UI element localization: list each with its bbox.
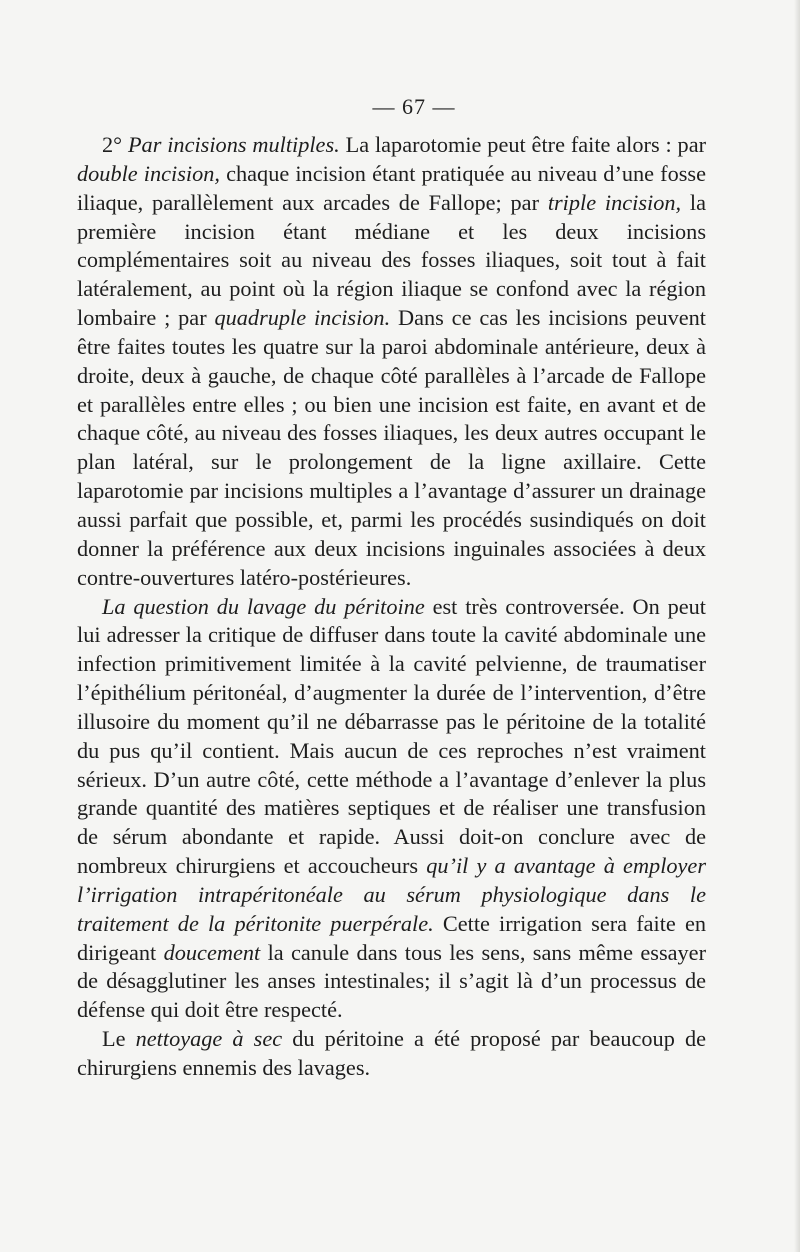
italic-text: quadruple incision. xyxy=(214,305,391,331)
text-run: la première incision étant médiane et les deux incisions complémentaires soit au niveau des fosses iliaques, soit tout à fait latéralement, au point où la région iliaque se confond avec la région lombaire ; par xyxy=(77,189,707,331)
italic-text: triple incision, xyxy=(547,189,682,215)
text-run: Dans ce cas les incisions peuvent être faites toutes les quatre sur la paroi abdominale antérieure, deux à droite, deux à gauche, de chaque côté parallèles à l’arcade de Fallope et parallèles entre elles ; ou bien une incision est faite, en avant et de chaque côté, au niveau des fosses iliaques, les deux autres occupant le plan latéral, sur le prolongement de la ligne axillaire. Cette laparotomie par incisions multiples a l’avantage d’assurer un drainage aussi parfait que possible, et, parmi les procédés susindiqués on doit donner la préférence aux deux incisions inguinales associées à deux contre-ouvertures latéro-postérieures. xyxy=(77,305,706,590)
text-run: Le xyxy=(102,1026,136,1052)
text-run: chaque incision étant pratiquée au niveau d’une fosse iliaque, parallèlement aux arcades de Fallope; par xyxy=(77,160,706,215)
italic-text: Par incisions multiples. xyxy=(127,132,340,157)
text-run: du péritoine a été proposé par beaucoup de chirurgiens ennemis des lavages. xyxy=(77,1026,707,1080)
italic-text: qu’il y a avantage à employer l’irrigation intrapéritonéale au sérum physiologique dans le traitement de la péritonite puerpérale. xyxy=(77,853,707,936)
page-number: — 67 — xyxy=(372,94,456,119)
italic-text: La question du lavage du péritoine xyxy=(102,593,425,619)
text-run: la canule dans tous les sens, sans même essayer de désagglutiner les anses intestinales; il s’agit là d’un processus de défense qui doit être respecté. xyxy=(77,939,706,1023)
text-run: 2° xyxy=(102,132,128,157)
paragraph xyxy=(77,1025,706,1083)
text-run: Cette irrigation sera faite en dirigeant xyxy=(77,910,707,965)
paragraph xyxy=(77,593,706,1026)
text-run: est très controversée. On peut lui adresser la critique de diffuser dans toute la cavité abdominale une infection primitivement limitée à la cavité pelvienne, de traumatiser l’épithélium péritonéal, d’augmenter la durée de l’intervention, d’être illusoire du moment qu’il ne débarrasse pas le péritoine de la totalité du pus qu’il contient. Mais aucun de ces reproches n’est vraiment sérieux. D’un autre côté, cette méthode a l’avantage d’enlever la plus grande quantité des matières septiques et de réaliser une transfusion de sérum abondante et rapide. Aussi doit-on conclure avec de nombreux chirurgiens et accoucheurs xyxy=(77,593,706,879)
paragraph xyxy=(77,131,706,593)
italic-text: doucement xyxy=(163,939,261,965)
italic-text: double incision, xyxy=(77,160,220,186)
italic-text: nettoyage à sec xyxy=(135,1026,283,1052)
text-run: La laparotomie peut être faite alors : par xyxy=(339,132,707,157)
body-text xyxy=(77,131,706,1083)
